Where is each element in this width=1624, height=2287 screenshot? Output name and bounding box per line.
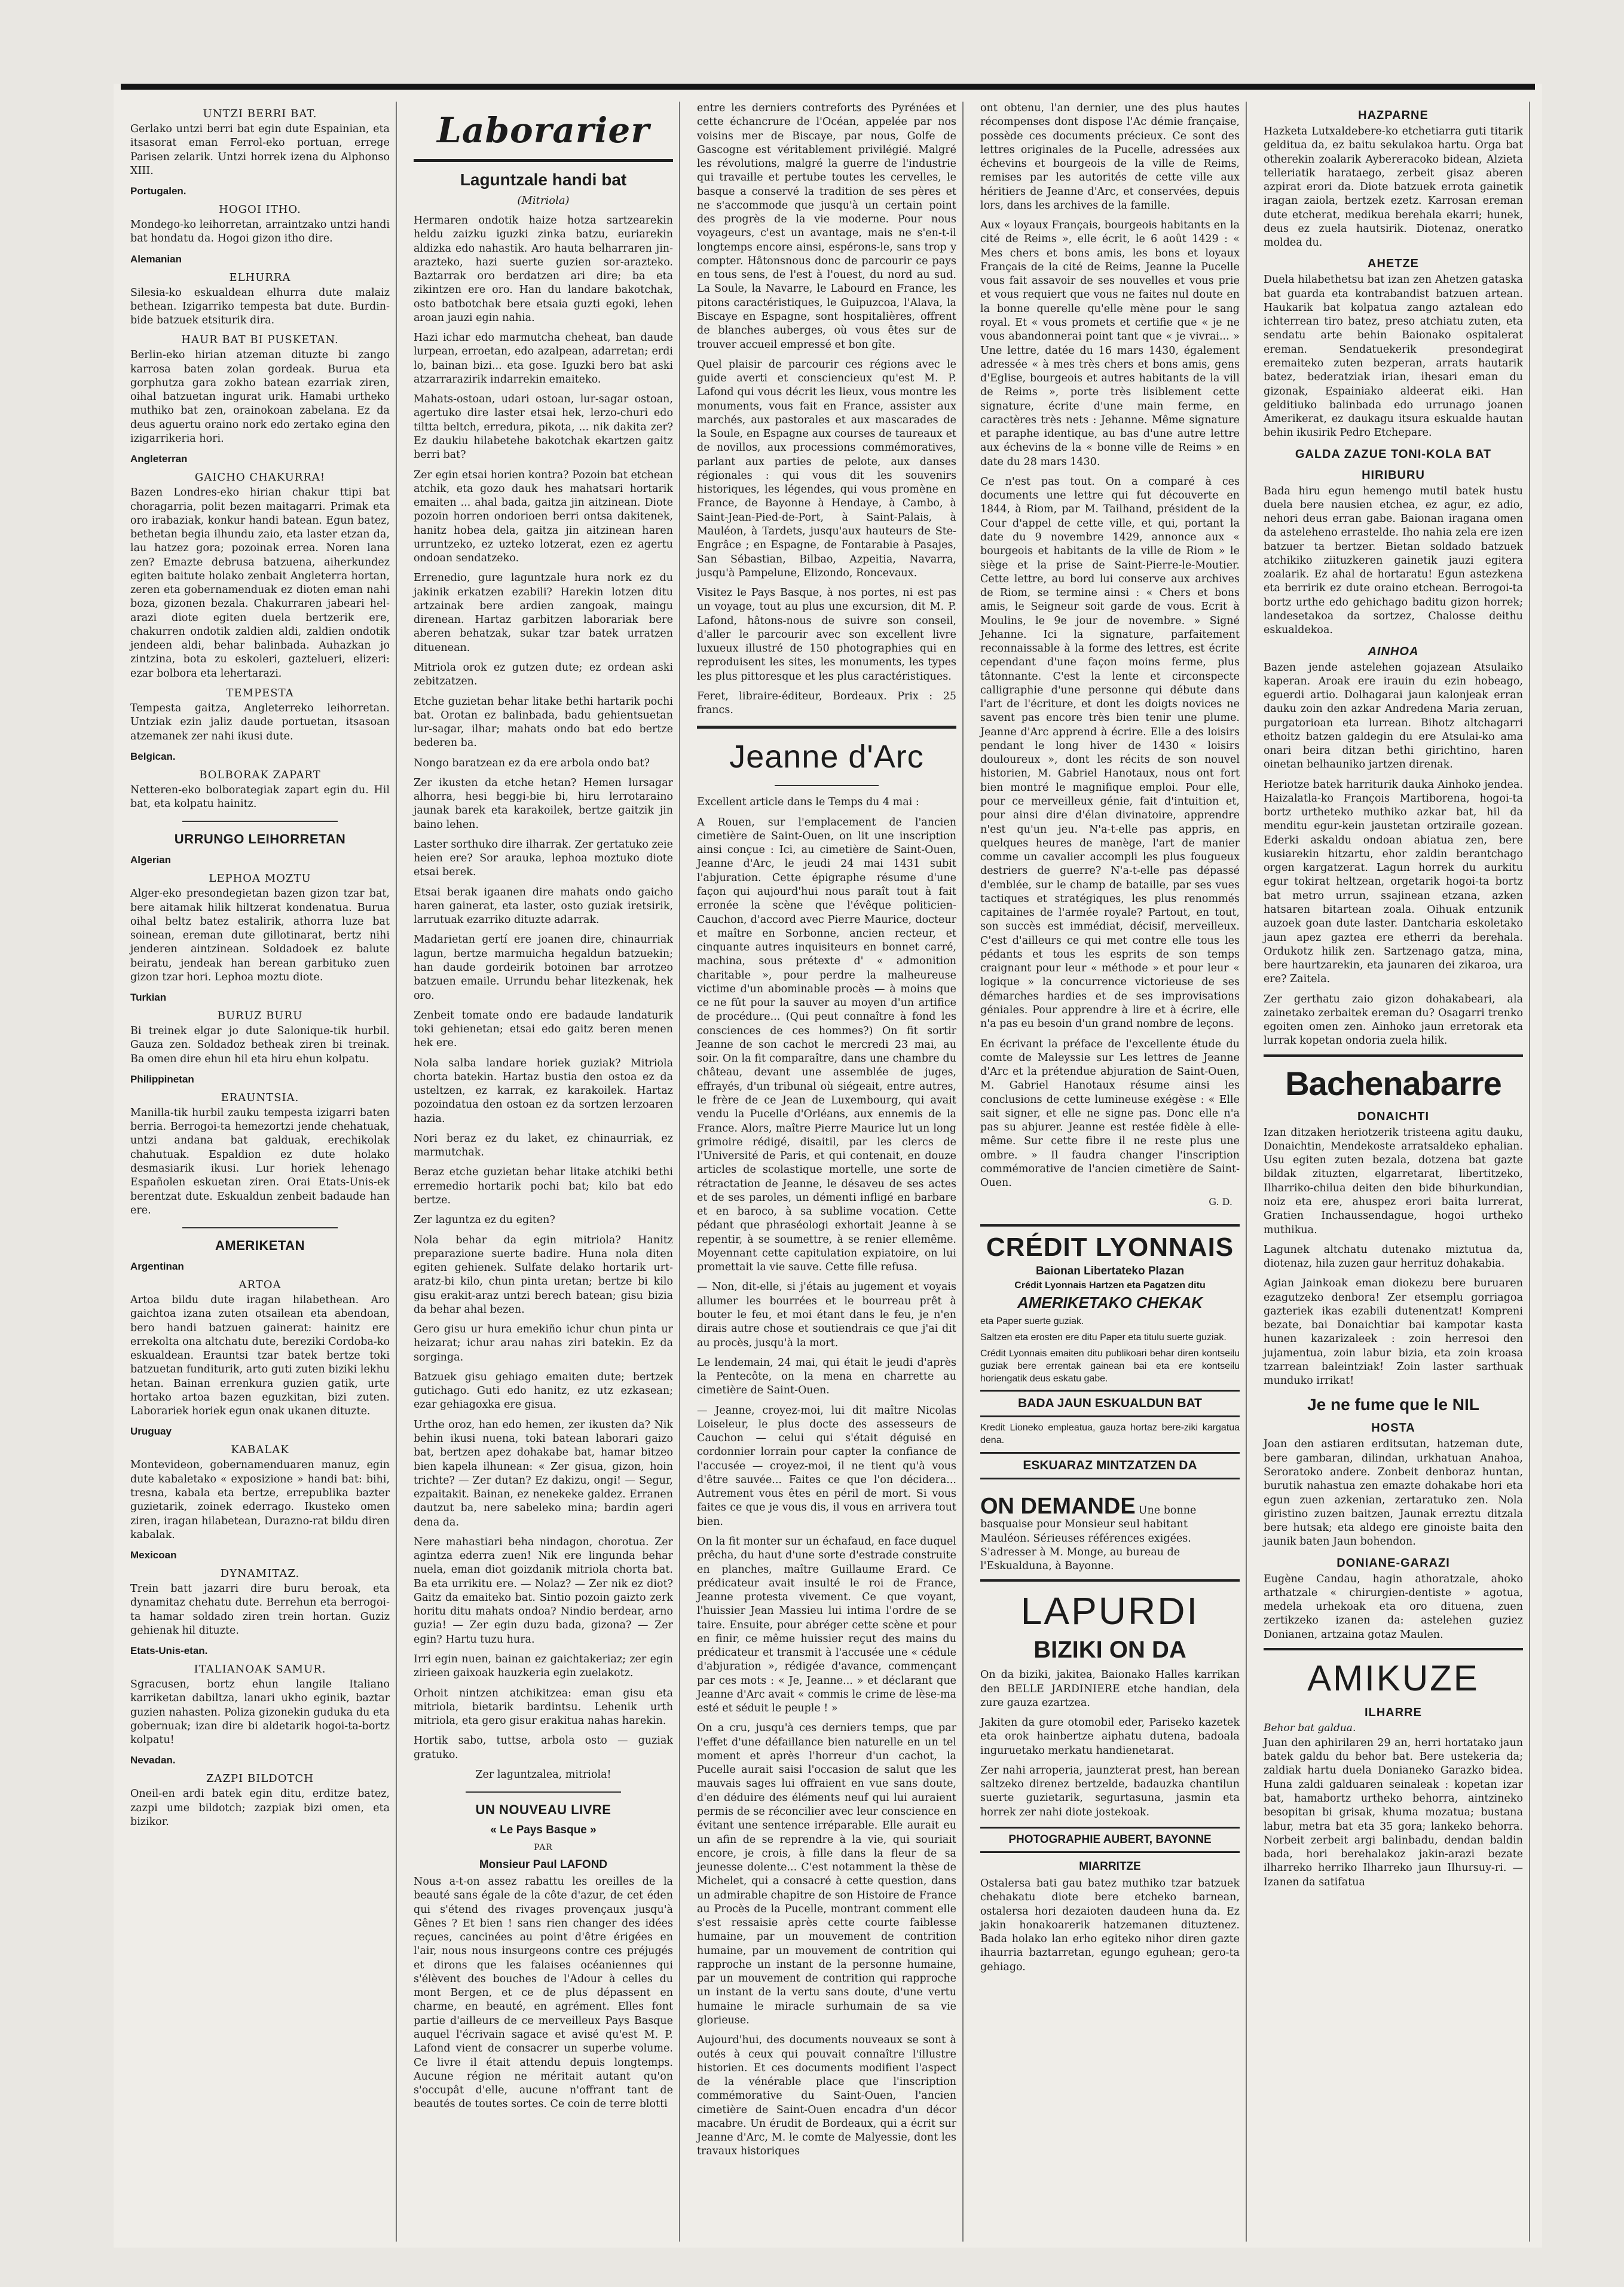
lephoa-text: Alger-eko presondegietan bazen gizon tzar bat, bere aitamak hilik hiltzerat kondenatua. Burua oihal beltz batez estalirik, athorra luze bat soinean, ereman dute gillotinarat, bertz nihi jenderen aintzinean. Soldadoek ez balute beiratu, jendeak han berean garbituko zuen gizon tzar hori. Lephoa moztu diote.: [130, 888, 390, 983]
article-signature: G. D.: [1209, 1196, 1232, 1208]
biziki-text: Zer nahi arroperia, jaunzterat prest, han berean saltzeko direnez bertzelde, badauzka chantilun suerte guzietarik, segurtasuna, jasmin eta horrek zer nahi diote jostekoak.: [980, 1764, 1240, 1818]
credit-lyonnais-subtitle: Baionan Libertateko Plazan: [1035, 1265, 1185, 1278]
article-paragraph: Madarietan gertí ere joanen dire, chinaurriak lagun, bertze marmuicha hegaldun batzuekin; han daude gordeirik botoinen bar arrotzeo batzuen emaile. Urrundu behar litezkenak, hek oro.: [414, 934, 673, 1002]
ad-rule: [980, 1579, 1240, 1582]
section-rule: [697, 726, 956, 729]
credit-lyonnais-chekak: AMERIKETAKO CHEKAK: [1017, 1294, 1203, 1312]
haur-title: HAUR BAT BI PUSKETAN.: [181, 334, 339, 347]
article-paragraph: Zenbeit tomate ondo ere badaude landaturik toki gehienetan; etsai edo gaitz beren menen hek ere.: [414, 1009, 673, 1050]
lapurdi-heading: LAPURDI: [1020, 1589, 1200, 1633]
miarritze-heading: MIARRITZE: [1079, 1860, 1141, 1873]
philippinetan-label: Philippinetan: [130, 1073, 194, 1085]
livre-heading: UN NOUVEAU LIVRE: [475, 1802, 611, 1818]
dynamitaz-text: Trein batt jazarri dire buru beroak, eta dynamitaz chehatu dute. Berrehun eta berrogoi-ta hamar soldado ziren trein hortan. Guziz gehienak hil dituzte.: [130, 1583, 390, 1637]
region-rule: [1264, 1054, 1523, 1057]
livre-continued: Visitez le Pays Basque, à nos portes, ni est pas un voyage, tout au plus une excursion, dit M. P. Lafond, hâtons-nous de suivre son conseil, d'aller le parcourir avec son excellent livre luxueux illustré de 150 photographies qui en reproduisent les sites, les monuments, les types les plus pittoresque et les plus caractéristiques.: [697, 587, 956, 683]
livre-continued: Quel plaisir de parcourir ces régions avec le guide averti et consciencieux qu'est M. P. Lafond qui vous décrit les lieux, vous montre les monuments, vous fait en France, assister aux marchés, aux pastorales et aux mascarades de la Soule, en Espagne aux courses de taureaux et de novillos, aux processions commémoratives, parlant aux parties de pelote, aux danses régionales : qui vous dit les souvenirs historiques, les légendes, qui vous promène en France, de Bayonne à Hendaye, à Cambo, à Saint-Jean-Pied-de-Port, à Saint-Palais, à Mauléon, à Tardets, jusqu'aux hauteurs de Ste-Engrâce ; en Espagne, de Fontarabie à Pasajes, San Sébastian, Bilbao, Azpeitia, Navarra, jusqu'à Pampelune, Elizondo, Roncevaux.: [697, 358, 956, 579]
ilharre-subtitle: Behor bat galdua.: [1264, 1722, 1356, 1734]
top-rule: [121, 84, 1535, 90]
lephoa-title: LEPHOA MOZTU: [209, 872, 311, 885]
article-paragraph: Etche guzietan behar litake bethi hartarik pochi bat. Orotan ez balinbada, badu gehientsuetan lur-sagar, ilhar; mahats ondo bat edo bertze bederen ba.: [414, 695, 673, 750]
uruguay-label: Uruguay: [130, 1426, 172, 1438]
doniane-heading: DONIANE-GARAZI: [1336, 1556, 1450, 1570]
buruz-text: Bi treinek elgar jo dute Salonique-tik hurbil. Gauza zen. Soldadoz betheak ziren bi treinak. Ba omen dire ehun hil eta hiru ehun kolpatu.: [130, 1025, 390, 1065]
eskuaraz-band: ESKUARAZ MINTZATZEN DA: [980, 1452, 1240, 1479]
on-demande-ad: [980, 1495, 1240, 1573]
zazpi-title: ZAZPI BILDOTCH: [206, 1772, 314, 1785]
jeanne-paragraph: On a cru, jusqu'à ces derniers temps, que par l'effet d'une défaillance bien naturelle en un tel moment et après l'horreur d'un cachot, la Pucelle aurait saisi l'occasion de salut que les mauvais sages lui offraient en vue sans doute, d'en déduire des éléments neuf qui lui auraient permis de se réconcilier avec leur conscience en évitant une sentence irréparable. Elle aurait eu un afin de se reprendre à la vie, qui souriait encore, je crois, à fille dans la fleur de sa jeunesse dolente... C'est notamment la thèse de Michelet, qui a consacré à cette question, dans un admirable chapitre de son Histoire de France au Procès de la Pucelle, montrant comment elle s'est ressaisie après cette courte faiblesse humaine, par un mouvement de contrition humaine, par un mouvement de contrition qui rapproche un instant de la personne humaine, par un mouvement de contrition qui rapproche un instant de la vertu sans doute, d'une vertu humaine le miracle surhumain de sa vie glorieuse.: [697, 1722, 956, 2026]
ilharre-text: Juan den aphirilaren 29 an, herri hortatako jaun batek galdu du behor bat. Bere ustekeria da; zaldiak hartu duela Donianeko Garazko bidea. Huna zaldi galduaren seinaleak : kopetan izar bat, hamabortz urtheko behorra, aintzineko besopitan bi grisak, khuma mozatua; bustana labur, metra bat eta 35 gora; lankeko behorra. Norbeit zerbeit argi balinbadu, dendan baldin bada, hori berehalakoz jakin-arazi bezate ilharreko herriko Ilharreko jaun Ilhursuy-ri. — Izanen da satifatua: [1264, 1736, 1523, 1888]
credit-lyonnais-text: Crédit Lyonnais emaiten ditu publikoari behar diren kontseilu guziak bere errentak gainean bai eta ere kontseilu horiengatik deus eskatu gabe.: [980, 1349, 1240, 1384]
article-paragraph: Errenedio, gure laguntzale hura nork ez du jakinik erkatzen ezabili? Harekin lotzen ditu artzainak bere ardien zangoak, maingu direnean. Hartaz garbitzen laborariak bere aberen behatzak, sukar tzar batek urratzen dituenean.: [414, 572, 673, 654]
portugalen-label: Portugalen.: [130, 185, 186, 197]
hogoi-text: Mondego-ko leihorretan, arraintzako untzi handi bat hondatu da. Hogoi gizon itho dire.: [130, 219, 390, 245]
biziki-heading: BIZIKI ON DA: [1033, 1637, 1186, 1664]
doniane-text: Eugène Candau, hagin athoratzale, ahoko arthatzale « chirurgien-dentiste » agotua, medela urhekoak eta oro dituena, zuen zertikzeko izanen da: astelehen guziez Donianen, artzaina gotaz Maulen.: [1264, 1573, 1523, 1641]
jeanne-paragraph: Aujourd'hui, des documents nouveaux se sont à outés à ceux qui pouvait connaître l'illustre historien. Et ces documents modifient l'aspect de la vénérable place que l'inscription commémorative du Saint-Ouen, l'ancien cimetière de Saint-Ouen encadra d'un décor macabre. Un érudit de Bordeaux, qui a écrit sur Jeanne d'Arc, M. le comte de Malyessie, dont les travaux historiques: [697, 2034, 956, 2158]
kabalak-title: KABALAK: [231, 1444, 289, 1457]
bada-jaun-text: Kredit Lioneko empleatua, gauza hortaz bere-ziki kargatua dena.: [980, 1423, 1240, 1446]
jeanne-paragraph: — Non, dit-elle, si j'étais au jugement et voyais allumer les bourrées et le bourreau prêt à bouter le feu, et moi étant dans le feu, je n'en dirais autre chose et soutiendrais ce que j'ai dit au procès, jusqu'à la mort.: [697, 1281, 956, 1349]
etats-unis-label: Etats-Unis-etan.: [130, 1645, 208, 1657]
article-paragraph: Laster sorthuko dire ilharrak. Zer gertatuko zeie heien ere? Sor arauka, lephoa moztuko diote etsai berek.: [414, 838, 673, 879]
donaichti-text: Agian Jainkoak eman diokezu bere buruaren ezagutzeko denbora! Zer etsemplu gorriagoa gazteriek ikas ezabili dutenentzat! Kompreni bezate, bai Donaichtiar bai kampotar kasta hunen kazarizaleek : zoin herresoi den jujamentua, zoin labur bizia, eta zoin kroasa tzarrean baleintziak! Zoin laster sarthuak munduko irrikat!: [1264, 1277, 1523, 1387]
tempesta-text: Tempesta gaitza, Angleterreko leihorretan. Untziak ezin jaliz daude portuetan, itsasoan atzemanek zer nahi ikusi dute.: [130, 702, 390, 742]
hogoi-title: HOGOI ITHO.: [219, 203, 301, 216]
haur-text: Berlin-eko hirian atzeman dituzte bi zango karrosa baten zolan gordeak. Burua eta gorphutza gara zokho batean ezarriak ziren, oihal batzuetan ingurat urik. Hamabi urtheko muthiko bat zen, orainokoan zabelana. Ez da deus aguertu oraino nork edo zertako egina den izigarrikeria hori.: [130, 349, 390, 445]
amerika-heading: AMERIKETAN: [215, 1238, 305, 1253]
jeanne-paragraph: Excellent article dans le Temps du 4 mai :: [697, 796, 919, 809]
masthead-rule: [414, 159, 673, 162]
buruz-title: BURUZ BURU: [217, 1010, 303, 1023]
article-paragraph: Hortik sabo, tuttse, arbola osto — guziak gratuko.: [414, 1735, 673, 1761]
on-demande-text: Une bonne basquaise pour Monsieur seul habitant Mauléon. Sérieuses références exigées. S'adresser à M. Monge, au bureau de l'Eskualduna, à Bayonne.: [980, 1505, 1197, 1573]
article-paragraph: Etsai berak igaanen dire mahats ondo gaicho haren gainerat, eta laster, osto guziak iretsirik, larrutuak ezarriko dituzte adarrak.: [414, 886, 673, 927]
credit-lyonnais-line: Crédit Lyonnais Hartzen eta Pagatzen ditu: [1014, 1280, 1206, 1291]
article-paragraph: Mitriola orok ez gutzen dute; ez ordean aski zebitzatzen.: [414, 661, 673, 688]
erauntsia-text: Manilla-tik hurbil zauku tempesta izigarri baten berria. Berrogoi-ta hemezortzi jende chehatuak, untzi andana bat galduak, erechikolak chahutuak. Espaldion ez dute holako desmasiarik ikusi. Lur horiek lehenago Españolen eskuetan ziren. Orai Etats-Unis-ek berentzat dute. Eskualdun zenbeit badaude han ere.: [130, 1106, 390, 1216]
article-paragraph: Zer laguntzalea, mitriola!: [475, 1768, 611, 1781]
miarritze-text: Ostalersa bati gau batez muthiko tzar batzuek chehakatu diote bere etcheko barnean, ostalersa hori dezaioten daudeen huna da. Ez jakin honakoarerik hatzemanen dituztenez. Bada holako lan erho egiteko nihor diren gazte ihaurria baztarretan, egungo eguhean; gero-ta gehiago.: [980, 1878, 1240, 1973]
column-1: [126, 102, 397, 2242]
biziki-text: Jakiten da gure otomobil eder, Pariseko kazetek eta orok hainbertze aiphatu dutena, badoala inguruetako merkatu handienetarat.: [980, 1717, 1240, 1757]
elhurra-text: Silesia-ko eskualdean elhurra dute malaiz bethean. Izigarriko tempesta bat dute. Burdin-bide batzuek etsiturik dira.: [130, 286, 390, 327]
laborarier-masthead: Laborarier: [437, 110, 650, 151]
on-demande-title: ON DEMANDE: [980, 1494, 1136, 1519]
title-underline: [775, 785, 879, 786]
ainhoa-text: Zer gerthatu zaio gizon dohakabeari, ala zainetako zerbaitek ereman du? Osagarri trenko egoiten omen zen. Ainhoko jaun erretorak eta lurrak kopetan ondoria zuela hilik.: [1264, 993, 1523, 1047]
section-divider: [182, 1227, 338, 1228]
hazparne-heading: HAZPARNE: [1358, 109, 1429, 122]
article-paragraph: Irri egin nuen, bainan ez gaichtakeriaz; zer egin zirieen gaixoak hauzkeria egin zuelakotz.: [414, 1653, 673, 1680]
jeanne-continued: Ce n'est pas tout. On a comparé à ces documents une lettre qui fut découverte en 1844, à Riom, par M. Tailhand, président de la Cour d'appel de cette ville, et qui, portant la date du 9 novembre 1429, annonce aux « bourgeois et habitants de la ville de Riom » le siège et la prise de Saint-Pierre-le-Moutier. Cette lettre, au bord lui conserve aux archives de Riom, se termine ainsi : « Chers et bons amis, le Seigneur soit garde de vous. Ecrit à Moulins, le 9e jour de novembre. » Signé Jehanne. Ici la signature, parfaitement reconnaissable à la forme des lettres, est écrite cependant d'une façon moins ferme, plus tâtonnante. C'est la lente et circonspecte calligraphie d'une personne qui débute dans l'art de l'écriture, et dont les doigts novices ne savent pas encore très bien tenir une plume. Jeanne d'Arc apprend à écrire. Elle a des loisirs pendant le long hiver de 1430 « loisirs douloureux », dont les récits de son nouvel historien, M. Gabriel Hanotaux, nous ont fort bien montré le magnifique emploi. Pour elle, pour ce merveilleux génie, fait d'intuition et, pour ainsi dire d'élan divinatoire, apprendre n'est qu'un jeu. N'a-t-elle pas appris, en quelques heures de manège, l'art de manier comme un cavalier accompli les plus fougueux destriers de guerre? N'a-t-elle pas dépassé d'emblée, sur le champ de bataille, par ses vues tactiques et stratégiques, les plus renommés capitaines de l'armée royale? Partout, en tout, son succès est immédiat, décisif, merveilleux. C'est d'ailleurs ce qui met contre elle tous les pédants et tous les esprits de son temps craignant pour leur « méthode » et pour leur « logique » la concurrence victorieuse de ses démarches hardies et de ses improvisations géniales. Pour apprendre à lire et à écrire, elle n'a pas eu besoin d'un grand nombre de leçons.: [980, 475, 1240, 1031]
article-paragraph: Batzuek gisu gehiago emaiten dute; bertzek gutichago. Guti edo hanitz, ez utz ezkasean; ezar gehiagoxka ere gisua.: [414, 1371, 673, 1411]
columns-grid: [126, 102, 1530, 2242]
jeanne-continued: En écrivant la préface de l'excellente étude du comte de Maleyssie sur Les lettres de Jeanne d'Arc et la prétendue abjuration de Saint-Ouen, M. Gabriel Hanotaux résume ainsi les conclusions de cette lumineuse exégèse : « Elle sait signer, et elle ne signe pas. Donc elle n'a pas su abjurer. Jeanne est restée fidèle à elle-même. Sur cette fibre il ne reste plus une ombre. » Il faudra changer l'inscription commémorative de l'ancien cimetière de Saint-Ouen.: [980, 1038, 1240, 1190]
kabalak-text: Montevideon, gobernamenduaren manuz, egin dute kabaletako « exposizione » handi bat: bihi, tresna, kabala eta bertze, errepublika bazter guzietarik, zoinek ederrago. Ikusteko omen ziren, iragan hilabetean, Durazno-rat bildu diren kabalak.: [130, 1459, 390, 1541]
article-paragraph: Zer laguntza ez du egiten?: [414, 1214, 555, 1227]
laguntzale-title: Laguntzale handi bat: [460, 170, 627, 189]
article-paragraph: Nola behar da egin mitriola? Hanitz preparazione suerte badire. Huna nola diten egiten gehienek. Sulfate delako hortarik urt-aratz-bi kilo, chun pinta uretan; bertze bi kilo gisu erakit-araz untzi berech batean; gisu bizia da behar ahal bezen.: [414, 1234, 673, 1316]
angleterran-label: Angleterran: [130, 453, 188, 465]
donaichti-text: Izan ditzaken heriotzerik tristeena agitu dauku, Donaichtin, Mendekoste arratsaldeko ephalian. Usu egiten zuten bezala, dotzena bat gazte bildak zituzten, elgarretarat, libertitzeko, Ilharriko-chilua deiten den bide bihurkundian, noiz eta ere, ahuspez erori baita lurrerat, Gratien Inchaussendague, hogoi urtheko muthikua.: [1264, 1126, 1523, 1236]
alemanian-label: Alemanian: [130, 253, 182, 265]
photographie-band: PHOTOGRAPHIE AUBERT, BAYONNE: [980, 1827, 1240, 1853]
bolborak-title: BOLBORAK ZAPART: [199, 768, 321, 781]
article-paragraph: Hermaren ondotik haize hotza sartzearekin heldu zaizku iguzki zinka batzu, euriarekin aldizka edo nahastik. Aro hauta belharraren jin-arazteko, hazi suerte guzien sor-arazteko. Baztarrak oro berdatzen ari dire; ba eta zikintzen ere oro. Han du landare bakotchak, osto batbotchak bere etsaia guzti egoki, lehen aroan jauzi egin nahia.: [414, 215, 673, 324]
livre-author: Monsieur Paul LAFOND: [479, 1858, 608, 1872]
urrungo-heading: URRUNGO LEIHORRETAN: [174, 831, 346, 847]
jeanne-paragraph: On la fit monter sur un échafaud, en face duquel prêcha, du haut d'une sorte d'estrade construite en planches, maître Guillaume Erard. Ce prédicateur avait insulté le roi de France, Jeanne protesta vivement. Ce que voyant, l'huissier Jean Massieu lui intima l'ordre de se taire. Ensuite, pour abréger cette scène et pour en finir, ce même huissier reçut des mains du prédicateur et transmit à l'accusée une « cédule d'abjuration », rédigée d'avance, commençant par ces mots : « Je, Jeanne... » et déclarant que Jeanne d'Arc avait « commis le crime de lèse-ma esté et séduit le peuple ! »: [697, 1535, 956, 1715]
article-paragraph: Mahats-ostoan, udari ostoan, lur-sagar ostoan, agertuko dire laster etsai hek, lerzo-churi edo tiltta beltch, erredura, pikota, ... nik dakita zer? Ez daukiu hilabetehe bakotchak ekartzen gaitz berri bat?: [414, 393, 673, 461]
jeanne-paragraph: — Jeanne, croyez-moi, lui dit maître Nicolas Loiseleur, le plus docte des assesseurs de Cauchon — celui qui s'était déguisé en cordonnier lorrain pour capter la confiance de l'accusée — croyez-moi, il ne tient qu'à vous d'être sauvée... Faites ce que l'on décidera... Autrement vous êtes en péril de mort. Si vous faites ce que je vous dis, il vous en arrivera tout bien.: [697, 1404, 956, 1528]
credit-lyonnais-text: eta Paper suerte guziak.: [980, 1316, 1084, 1327]
par-label: PAR: [534, 1843, 553, 1853]
section-divider: [466, 1791, 621, 1793]
nevadan-label: Nevadan.: [130, 1754, 176, 1766]
ainhoa-heading: AINHOA: [1368, 644, 1419, 658]
amikuze-heading: AMIKUZE: [1307, 1658, 1479, 1698]
bolborak-text: Netteren-eko bolborategiak zapart egin du. Hil bat, eta kolpatu hainitz.: [130, 784, 390, 811]
credit-lyonnais-text: Saltzen eta erosten ere ditu Paper eta titulu suerte guziak.: [980, 1332, 1227, 1343]
turkian-label: Turkian: [130, 992, 167, 1004]
untzi-text: Gerlako untzi berri bat egin dute Espainian, eta itsasorat eman Ferrol-eko portuan, errege Parisen zelarik. Untzi horrek izena du Alphonso XIII.: [130, 123, 390, 177]
italianoak-title: ITALIANOAK SAMUR.: [194, 1663, 326, 1676]
livre-continued: entre les derniers contreforts des Pyrénées et cette échancrure de l'Océan, appelée par nos voisins mer de Biscaye, par nous, Golfe de Gascogne est véritablement privilégié. Malgré les révolutions, malgré la guerre de l'industrie qui travaille et pertube toutes les cervelles, le basque a conservé la tradition de ses pères et ne s'accommode que jusqu'à un certain point des progrès de la vie moderne. Pour nous voyageurs, c'est un avantage, mais ne s'en-t-il longtemps encore ainsi, espérons-le, sans trop y compter. Hâtonsnous donc de parcourir ce pays en tous sens, de l'est à l'ouest, du nord au sud. La Soule, la Navarre, le Labourd en France, les pitons caractéristiques, le Guipuzcoa, l'Alava, la Biscaye en Espagne, sont hospitalières, offrent de blanches auberges, où vous êtes sur de trouver accueil empressé et bon gîte.: [697, 102, 956, 351]
article-paragraph: Nere mahastiari beha nindagon, chorotua. Zer agintza ederra zuen! Nik ere lingunda behar nuela, eman diot goizdanik mitriola chorta bat. Ba eta urrikitu ere. — Nolaz? — Zer nik ez diot? Gaitz da emaiteko bat. Sintio pozoin gaizto zerk horitu ditu mahats ondoa? Nindio berdear, arno guzia! — Zer egin duzu bada, gizona? — Zer egin? Hartu tuzu hura.: [414, 1536, 673, 1646]
donaichti-heading: DONAICHTI: [1357, 1109, 1430, 1123]
erauntsia-title: ERAUNTSIA.: [221, 1091, 299, 1104]
newspaper-page: [114, 84, 1542, 2248]
jeanne-paragraph: A Rouen, sur l'emplacement de l'ancien cimetière de Saint-Ouen, on lit une inscription ainsi conçue : Ici, au cimetière de Saint-Ouen, Jeanne d'Arc, le jeudi 24 mai 1431 subit l'abjuration. Cette épigraphe résume d'une façon qui aujourd'hui nous paraît tout à fait erronée la scène que l'évêque politicien-Cauchon, d'accord avec Pierre Maurice, docteur et maître en Sorbonne, ancien recteur, et cinquante autres inquisiteurs en bonnet carré, machina, sous prétexte d' « admonition charitable », pour perdre la malheureuse victime d'un abominable procès — à moins que ce ne fût pour la sauver au moyen d'un artifice de procédure... (Qui peut connaître à fond les consciences de ces hommes?) On fit sortir Jeanne de son cachot le mercredi 23 mai, au soir. On la fit comparaître, dans une chambre du château, devant une assemblée de juges, effrayés, d'un tribunal où siégeait, entre autres, le frère de ce Jean de Luxembourg, qui avait vendu la Pucelle d'Orléans, aux ennemis de la France. Alors, maître Pierre Maurice lut un long grimoire rédigé, disaitil, par les clercs de l'Université de Paris, et qui contenait, en douze articles de scolastique mortelle, une sorte de rétractation de Jeanne, le désaveu de ses actes et de ses paroles, un démenti infligé en barbare et en baroco, à sa sublime vocation. Cette pédant que phraséologi exhortait Jeanne à se repentir, à se soumettre, à se renier ellemême. Moyennant cette capitulation expiatoire, on lui promettait la vie sauve. Cette fille refusa.: [697, 816, 956, 1274]
ainhoa-text: Bazen jende astelehen gojazean Atsulaiko kaperan. Aroak ere irauin du ezin hobeago, eguerdi artio. Dolhagarai jaun kalonjeak erran dauku zoin den azkar Andredena Maria zeruan, purgatorioan eta lurrean. Bihotz altchagarri ethoitz batzen galdegin du ere Atsulai-ko ama onari beira ditzan bethi girichtino, haren oinetan belhauniko jartzen direnak.: [1264, 661, 1523, 771]
elhurra-title: ELHURRA: [229, 271, 291, 284]
article-paragraph: Zer ikusten da etche hetan? Hemen lursagar alhorra, hesi beggi-bie bi, hiru lerrotaraino jaunak barek eta karakoilek, bertze gaitzik jin baino lehen.: [414, 776, 673, 831]
article-paragraph: Urthe oroz, han edo hemen, zer ikusten da? Nik behin ikusi nuena, toki batean laborari gaizo bat, bertzen apez dohakabe bat, hamar bitzeo bien kapela ilhunean: « Zer gisua, gizon, hoin trichte? — Zer dutan? Ez dakizu, ongi! — Segur, ezpaitakit. Bainan, ez nenekeke galdez. Erranen dautzut ba, nere sabeleko mina; bardin ageri dena da.: [414, 1418, 673, 1528]
region-rule: [1264, 1648, 1523, 1650]
hosta-text: Joan den astiaren erditsutan, hatzeman dute, bere gambaran, dilindan, urkhatuan Anahoa, Seroratoko andere. Zonbeit denboraz huntan, burutik nahastua zen emazte dohakabe hori eta egun zuen azkenian, zertaratuko zen. Nola giristino zuzen baitzen, Jaunak erreztu ditzala bere hutsak; eta aldego ere ginoiste baita den jaunik baten Jaun bohendon.: [1264, 1438, 1523, 1548]
ahetze-text: Duela hilabethetsu bat izan zen Ahetzen gataska bat guarda eta kontrabandist batzuen artean. Haukarik bat kolpatua zango aztalean edo ichterrean tiro batez, preso atchiatu zuten, eta sendatu arte behin Baionako ospitalerat ereman. Sendatuekerik presondegirat eremaiteko zuten bezperan, arrats hautarik batez, bederatziak irian, ihesari eman du gizonak, Espainiako aldeerat eiki. Han gelditiuko balinbada edo urrunago joanen Amerikerat, ez daukagu itsura eskualde hautan behin ikusirik Pedro Etchepare.: [1264, 274, 1523, 439]
belgican-label: Belgican.: [130, 750, 176, 762]
mitriola-subtitle: (Mitriola): [517, 194, 570, 207]
jeanne-continued: ont obtenu, l'an dernier, une des plus hautes récompenses dont dispose l'Ac démie française, possède ces documents précieux. Ce sont des lettres originales de la Pucelle, adressées aux échevins et bourgeois de la ville de Reims, remises par les autorités de cette ville aux héritiers de Jeanne d'Arc, et conservées, depuis lors, dans les archives de la famille.: [980, 102, 1240, 212]
hiriburu-text: Bada hiru egun hemengo mutil batek hustu duela bere nausien etchea, ez agur, ez adio, nehori deus erran gabe. Baionan iragana omen da asteleheno errastelde. Iho nahia zela ere izen batzuer ta bertzer. Bietan soldado batzuek atchikiko ziituzkeren gainetik jauzi egitera zoalarik. Ez ahal de hortaratu! Egun astezkena eta berririk ez dute oraino etchean. Berrogoi-ta bortz urthe edo gehichago baditu gizon horrek; landesetakoa da sortzez, Chalosse deithu eskualdekoa.: [1264, 485, 1523, 637]
article-paragraph: Nola salba landare horiek guziak? Mitriola chorta batekin. Hartaz bustia den ostoa ez da usteltzen, ez karrak, ez karakoilek. Hartaz pozoindatua den ostoan ez da sortzen lerzoaren hazia.: [414, 1057, 673, 1125]
nil-advert: Je ne fume que le NIL: [1307, 1395, 1479, 1414]
untzi-title: UNTZI BERRI BAT.: [203, 108, 317, 120]
bada-jaun-band: BADA JAUN ESKUALDUN BAT: [980, 1390, 1240, 1417]
gaicho-title: GAICHO CHAKURRA!: [194, 471, 326, 484]
biziki-text: On da biziki, jakitea, Baionako Halles karrikan den BELLE JARDINIERE etche handian, dela zure gauza ezartzea.: [980, 1669, 1240, 1709]
artoa-text: Artoa bildu dute iragan hilabethean. Aro gaichtoa izana zuten otsailean eta abendoan, bero handi batzuen gainerat: hainitz ere errekolta ona altchatu dute, bereziki Cordoba-ko eskualdean. Erauntsi tzar batek bertze toki batzuetan funditurik, arto guti zuten biziki lekhu hetan. Bainan errenkura guzien gatik, urte hortako artoa bazen eguzkitan, bizi zuten. Laborariek horiek egun onak ukanen dituzte.: [130, 1294, 390, 1418]
article-paragraph: Beraz etche guzietan behar litake atchiki bethi erremedio hortarik pochi bat; kilo bat edo bertze.: [414, 1166, 673, 1206]
livre-price: Feret, libraire-éditeur, Bordeaux. Prix : 25 francs.: [697, 690, 956, 717]
dynamitaz-title: DYNAMITAZ.: [220, 1567, 300, 1580]
mexicoan-label: Mexicoan: [130, 1549, 177, 1561]
article-paragraph: Orhoit nintzen atchikitzea: eman gisu eta mitriola, bietarik bardintsu. Lehenik urth mitriola, eta gero gisur erakitua nahas harekin.: [414, 1687, 673, 1728]
zazpi-text: Oneil-en ardi batek egin ditu, erditze batez, zazpi ume bildotch; zazpiak bizi omen, eta bizikor.: [130, 1788, 390, 1828]
article-paragraph: Nongo baratzean ez da ere arbola ondo bat?: [414, 757, 650, 769]
donaichti-text: Lagunek altchatu dutenako miztutua da, diotenaz, hila zuzen gaur herrituz dohakabia.: [1264, 1243, 1523, 1270]
algerian-label: Algerian: [130, 854, 172, 866]
column-5: [1259, 102, 1530, 2242]
livre-subtitle: « Le Pays Basque »: [490, 1824, 597, 1837]
tempesta-title: TEMPESTA: [226, 686, 294, 699]
column-3: [692, 102, 964, 2242]
bachenabarre-heading: Bachenabarre: [1285, 1064, 1501, 1102]
credit-lyonnais-title: CRÉDIT LYONNAIS: [986, 1233, 1234, 1262]
column-2: [409, 102, 680, 2242]
galda-heading: GALDA ZAZUE TONI-KOLA BAT: [1295, 447, 1492, 461]
article-paragraph: Hazi ichar edo marmutcha cheheat, ban daude lurpean, erroetan, edo azalpean, adarretan; erdi lo, bainan bizi... eta gose. Iguzki bero bat aski atzarrarazirik indarrekin emaiteko.: [414, 332, 673, 386]
artoa-title: ARTOA: [238, 1279, 282, 1292]
hazparne-text: Hazketa Lutxaldebere-ko etchetiarra guti titarik gelditua da, ez baitu sekulakoa hartu. Orga bat otherekin zoalarik Aybereracoko bidean, Alzieta telleriatik harataego, zerbeit gisaz aberen azpirat erori da. Diote batzuek errota gainetik iragan zaiola, bertzek ezetz. Karrosan ereman dute etcherat, medikua berehala ekarri; hunek, deus ez zuela hautsirik. Diotenaz, oneratko moldea du.: [1264, 126, 1523, 249]
column-4: [975, 102, 1247, 2242]
section-divider: [182, 821, 338, 822]
jeanne-continued: Aux « loyaux Français, bourgeois habitants en la cité de Reims », elle écrit, le 6 août 1429 : « Mes chers et bons amis, les bons et loyaux Français de la cité de Reims, Jeanne la Pucelle vous fait assavoir de ses nouvelles et vous prie et vous requiert que vous ne faites nul doute en la bonne querelle qu'elle mène pour le sang royal. Et « vous promets et certifie que « je ne vous abandonnerai point tant que « je vivrai... » Une lettre, datée du 16 mars 1430, également adressée « à mes très chers et bons amis, gens d'Eglise, bourgeois et autres habitants de la vill de Reims », porte très lisiblement cette signature, écrite d'une main ferme, en caractères très nets : Jehanne. Même signature et paraphe identique, au bas d'une autre lettre aux échevins de la « bonne ville de Reims » en date du 28 mars 1430.: [980, 219, 1240, 468]
credit-lyonnais-ad: [980, 1216, 1240, 1487]
article-paragraph: Nori beraz ez du laket, ez chinaurriak, ez marmutchak.: [414, 1132, 673, 1159]
ainhoa-text: Heriotze batek harriturik dauka Ainhoko jendea. Haizalatla-ko François Martiborena, hogoi-ta bortz urtheteko muthiko azkar bat, hil da menditu egur-kein jaustetan ortziraile gozean. Ederki askaldu ondoan abiatua zen, bere kusiarekin hitzartu, ehor zaldin berantchago orgen kargatzerat. Lagun horrek du aurkitu egur tokirat heltzean, orgetarik hogoi-ta bortz bat metro urrun, ssajinean etzana, azken hatsaren bitartean zoala. Oihuak entzunik auzoek goan dute laster. Dantcharia eskoletako jaun apez gaztea ere etherri da berehala. Ordukotz hilik zen. Sartzenago gatza, mina, bere haurtzarekin, eta jaunaren dei zikaroa, ura ere? Zaitela.: [1264, 778, 1523, 986]
article-paragraph: Gero gisu ur hura emekiño ichur chun pinta ur heizarat; ichur arau nahas ziri batekin. Ez da sorginga.: [414, 1323, 673, 1363]
ahetze-heading: AHETZE: [1368, 257, 1419, 271]
jeanne-title: Jeanne d'Arc: [729, 739, 924, 775]
ad-rule: [980, 1224, 1240, 1227]
jeanne-paragraph: Le lendemain, 24 mai, qui était le jeudi d'après la Pentecôte, on la mena en charrette au cimetière de Saint-Ouen.: [697, 1356, 956, 1397]
article-paragraph: Zer egin etsai horien kontra? Pozoin bat etchean atchik, eta gozo dauk hes mahatsari hortarik emaiten ... ahal bada, gaitza jin aitzinean. Diote pozoin horren ondorioen berri ontsa dakitenek, hanitz hobea dela, gaitza jin aitzinean haren urruntzeko, ez uzteko lotzerat, ezen ez agertu ondoan sendatzeko.: [414, 469, 673, 565]
livre-text: Nous a-t-on assez rabattu les oreilles de la beauté sans égale de la côte d'azur, de cet éden qui s'étend des rivages provençaux jusqu'à Gênes ? Et bien ! sans rien changer des idées reçues, cancinées au point d'être érigées en l'air, nous nous insurgeons contre ces préjugés et dirons que les falaises océaniennes qui s'élèvent des bouches de l'Adour à celles du mont Bergen, et ce de plus dépassent en charme, en beauté, en agrément. Elles font partie d'ailleurs de ce merveilleux Pays Basque auquel l'écrivain sagace et avisé qu'est M. P. Lafond vient de consacrer un superbe volume. Ce livre il était attendu depuis longtemps. Aucune région ne méritait autant qu'on s'occupât d'elle, aucune n'offrant tant de beautés de toutes sortes. Ce coin de terre blotti: [414, 1876, 673, 2111]
italianoak-text: Sgracusen, bortz ehun langile Italiano karriketan dabiltza, lanari ukho eginik, baztar guzien nahasten. Poliza gizonekin guduka du eta gobernuak; izan dire bi aldetarik hogoi-ta-bortz kolpatu!: [130, 1678, 390, 1747]
hiriburu-heading: HIRIBURU: [1362, 468, 1425, 482]
ilharre-heading: ILHARRE: [1365, 1705, 1422, 1719]
hosta-heading: HOSTA: [1371, 1421, 1415, 1435]
gaicho-text: Bazen Londres-eko hirian chakur ttipi bat choragarria, polit bezen maitagarri. Primak eta oro irabaziak, konkur handi batean. Egun batez, bethetan begia ilhundu zaio, eta laster etzan da, lau hatzez gora; pozoinak errea. Noren lana zen? Emazte debrusa batzuena, aiherkundez egiten baitute holako zenbait Angleterra hortan, zeren eta gobernamenduak ez dioten eman nahi boza, gizonen bezala. Chakurraren jabeari hel-arazi diote egiten duela bertzerik ere, chakurren ondotik zaldien aldi, zaldien ondotik jendeen aldi, behar balinbada. Auhazkan jo zintzina, bota zu eskoleri, gaztelueri, elizeri: ezar bolbora eta lehertarazi.: [130, 487, 390, 680]
argentinan-label: Argentinan: [130, 1261, 184, 1273]
